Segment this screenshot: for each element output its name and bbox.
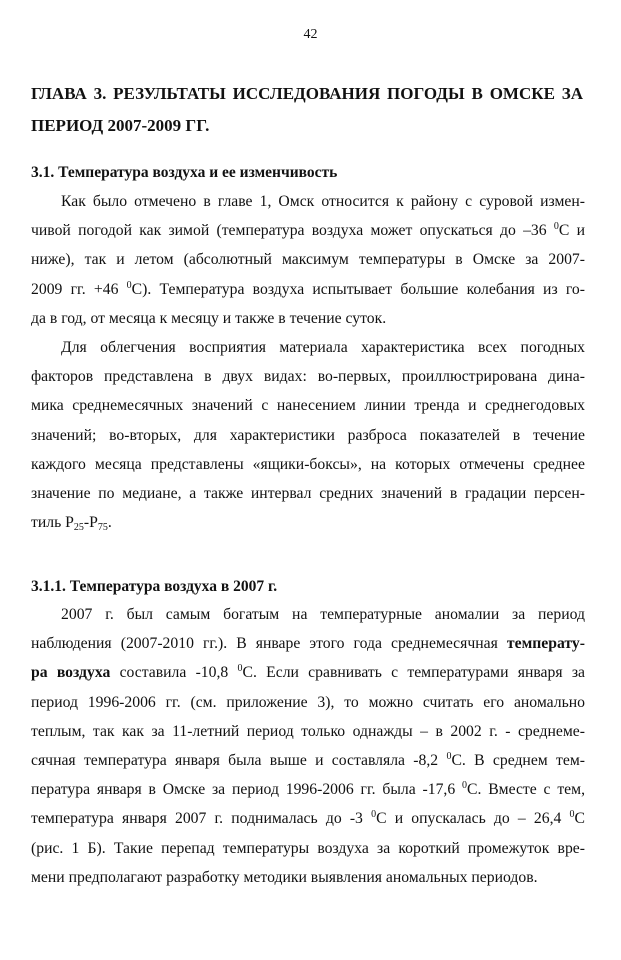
text-line: (рис. 1 Б). Такие перепад температуры воздуха за короткий промежуток вре-	[31, 839, 585, 857]
chapter-title-line: ПЕРИОД 2007-2009 ГГ.	[31, 116, 210, 135]
section-3-1-1-paragraph-1	[31, 600, 585, 892]
text-line: да в год, от месяца к месяцу и также в течение суток.	[31, 309, 387, 327]
degree-superscript: 0	[446, 751, 452, 763]
chapter-title	[31, 78, 583, 142]
degree-superscript: 0	[371, 809, 377, 821]
text-line: теплым, так как за 11-летний период только однажды – в 2002 г. - среднеме-	[31, 722, 585, 740]
text-line: мени предполагают разработку методики выявления аномальных периодов.	[31, 868, 538, 886]
section-3-1-paragraph-1	[31, 187, 585, 333]
text-line: 2009 гг. +46 $^0$С). Температура воздуха испытывает большие колебания из го-	[31, 279, 585, 298]
chapter-title-line: ГЛАВА 3. РЕЗУЛЬТАТЫ ИССЛЕДОВАНИЯ ПОГОДЫ В ОМСКЕ ЗА	[31, 84, 583, 103]
text-line: сячная температура января была выше и составляла -8,2 $^0$С. В среднем тем-	[31, 751, 585, 770]
bold-term: ра воздуха	[31, 664, 111, 682]
section-heading-3-1-1: 3.1.1. Температура воздуха в 2007 г.	[31, 578, 278, 595]
bold-term: температу-	[506, 635, 585, 653]
text-line: каждого месяца представлены «ящики-боксы», на которых отмечены среднее	[31, 455, 585, 473]
text-line: мика среднемесячных значений с нанесением линии тренда и среднегодовых	[31, 397, 585, 415]
degree-superscript: 0	[462, 780, 467, 792]
text-line: значение по медиане, а также интервал средних значений в градации персен-	[31, 485, 585, 503]
text-line: значений; во-вторых, для характеристики разброса показателей в течение	[31, 426, 585, 444]
text-line: факторов представлена в двух видах: во-первых, проиллюстрирована дина-	[31, 368, 585, 386]
percentile-subscript: 75	[97, 522, 108, 534]
section-heading-3-1: 3.1. Температура воздуха и ее изменчивость	[31, 164, 338, 181]
text-line: ниже), так и летом (абсолютный максимум температуры в Омске за 2007-	[31, 251, 585, 269]
page-number: 42	[303, 27, 318, 42]
percentile-subscript: 25	[73, 522, 84, 534]
text-line: наблюдения (2007-2010 гг.). В январе этого года среднемесячная температу-	[31, 635, 585, 653]
degree-superscript: 0	[126, 279, 132, 291]
text-line: период 1996-2006 гг. (см. приложение 3), то можно считать его аномально	[31, 693, 585, 711]
text-line: пература января в Омске за период 1996-2006 гг. была -17,6 $^0$С. Вместе с тем,	[31, 780, 585, 799]
degree-superscript: 0	[569, 809, 575, 821]
text-line: температура января 2007 г. поднималась до -3 $^0$С и опускалась до – 26,4 $^0$С	[31, 809, 585, 828]
text-line: 2007 г. был самым богатым на температурные аномалии за период	[61, 606, 585, 623]
text-line: ра воздуха составила -10,8 $^0$С. Если сравнивать с температурами января за	[31, 663, 585, 682]
text-line: чивой погодой как зимой (температура воздуха может опускаться до –36 $^0$С и	[31, 221, 585, 240]
degree-superscript: 0	[237, 663, 243, 675]
text-line: Для облегчения восприятия материала характеристика всех погодных	[61, 339, 585, 356]
section-3-1-paragraph-2	[31, 333, 585, 537]
text-line: Как было отмечено в главе 1, Омск относится к району с суровой измен-	[61, 193, 585, 210]
text-line: тиль $Р_{25}-Р_{75}$.	[31, 514, 112, 534]
degree-superscript: 0	[553, 221, 559, 233]
